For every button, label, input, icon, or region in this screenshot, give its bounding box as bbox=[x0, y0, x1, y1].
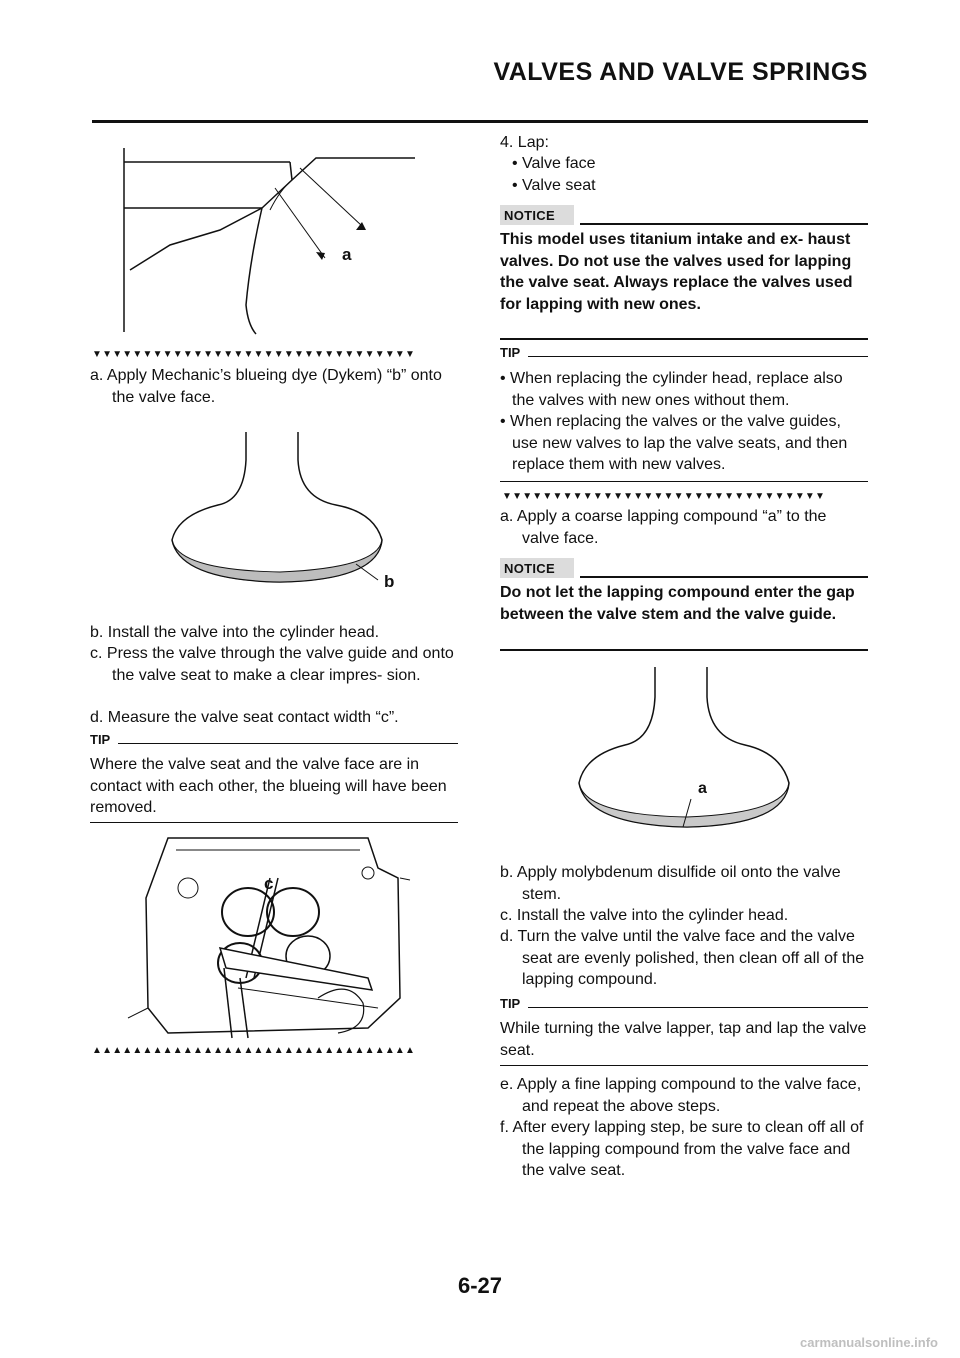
right-step-a: a. Apply a coarse lapping compound “a” to the valve face. bbox=[500, 508, 827, 547]
left-tip-header bbox=[90, 732, 458, 747]
tip-1-bullet-2: • When replacing the valves or the valve guides, use new valves to lap the valve seats, and then replace them with new valves. bbox=[500, 413, 848, 473]
left-step-a: a. Apply Mechanic’s blueing dye (Dykem) “b” onto the valve face. bbox=[90, 367, 442, 406]
valve-blueing-figure bbox=[168, 430, 398, 600]
tip-label: TIP bbox=[90, 732, 111, 747]
cylinder-head-caliper-figure bbox=[128, 828, 418, 1038]
figure-4-label: a bbox=[698, 780, 707, 797]
right-step-4: 4. Lap: bbox=[500, 134, 549, 151]
procedure-start-marker: ▼▼▼▼▼▼▼▼▼▼▼▼▼▼▼▼▼▼▼▼▼▼▼▼▼▼▼▼▼▼▼▼ bbox=[92, 349, 416, 360]
notice-2-end-rule bbox=[500, 649, 868, 651]
right-step-b: b. Apply molybdenum disulfide oil onto the valve stem. bbox=[500, 864, 841, 903]
notice-1-end-rule bbox=[500, 338, 868, 340]
header-rule bbox=[92, 120, 868, 123]
notice-1-text: This model uses titanium intake and ex- haust valves. Do not use the valves used for lapping the valve seat. Always replace the valves used for lapping with new ones. bbox=[500, 231, 853, 313]
procedure-end-marker: ▲▲▲▲▲▲▲▲▲▲▲▲▲▲▲▲▲▲▲▲▲▲▲▲▲▲▲▲▲▲▲▲ bbox=[92, 1045, 416, 1056]
tip-label: TIP bbox=[500, 345, 521, 360]
left-tip-end-rule bbox=[90, 822, 458, 823]
left-tip-text: Where the valve seat and the valve face are in contact with each other, the blueing will have been removed. bbox=[90, 756, 447, 816]
figure-1-label: a bbox=[342, 245, 352, 264]
right-step-f: f. After every lapping step, be sure to clean off all of the lapping compound from the valve face and the valve seat. bbox=[500, 1119, 864, 1179]
right-step-e: e. Apply a fine lapping compound to the valve face, and repeat the above steps. bbox=[500, 1076, 862, 1115]
valve-seat-section-figure bbox=[110, 140, 430, 340]
notice-1-header bbox=[500, 205, 868, 225]
left-step-d: d. Measure the valve seat contact width “c”. bbox=[90, 709, 399, 726]
tip-label: TIP bbox=[500, 996, 521, 1011]
notice-2-header bbox=[500, 558, 868, 578]
notice-label: NOTICE bbox=[504, 208, 555, 223]
right-tip-2-header bbox=[500, 996, 868, 1011]
notice-label: NOTICE bbox=[504, 561, 555, 576]
right-tip-1-header bbox=[500, 345, 868, 360]
notice-2-text: Do not let the lapping compound enter the gap between the valve stem and the valve guide. bbox=[500, 584, 855, 623]
right-step-d: d. Turn the valve until the valve face and the valve seat are evenly polished, then clean off all of the lapping compound. bbox=[500, 928, 865, 988]
tip-1-bullet-1: • When replacing the cylinder head, replace also the valves with new ones without them. bbox=[500, 370, 843, 409]
tip-1-end-rule bbox=[500, 481, 868, 482]
page-header-title: VALVES AND VALVE SPRINGS bbox=[493, 58, 868, 86]
page-number: 6-27 bbox=[457, 1273, 503, 1298]
watermark: carmanualsonline.info bbox=[800, 1335, 938, 1350]
right-step-c: c. Install the valve into the cylinder head. bbox=[500, 907, 789, 924]
left-step-c: c. Press the valve through the valve guide and onto the valve seat to make a clear impres- sion. bbox=[90, 645, 454, 684]
left-step-b: b. Install the valve into the cylinder head. bbox=[90, 624, 380, 641]
figure-2-label: b bbox=[384, 572, 395, 591]
valve-lapping-compound-figure bbox=[575, 665, 805, 843]
tip-2-text: While turning the valve lapper, tap and lap the valve seat. bbox=[500, 1020, 867, 1059]
tip-2-end-rule bbox=[500, 1065, 868, 1066]
figure-3-label: c bbox=[264, 874, 274, 893]
step-4-bullet-valve-face: • Valve face bbox=[512, 155, 596, 172]
step-4-bullet-valve-seat: • Valve seat bbox=[512, 177, 596, 194]
right-procedure-start-marker: ▼▼▼▼▼▼▼▼▼▼▼▼▼▼▼▼▼▼▼▼▼▼▼▼▼▼▼▼▼▼▼▼ bbox=[502, 491, 826, 502]
